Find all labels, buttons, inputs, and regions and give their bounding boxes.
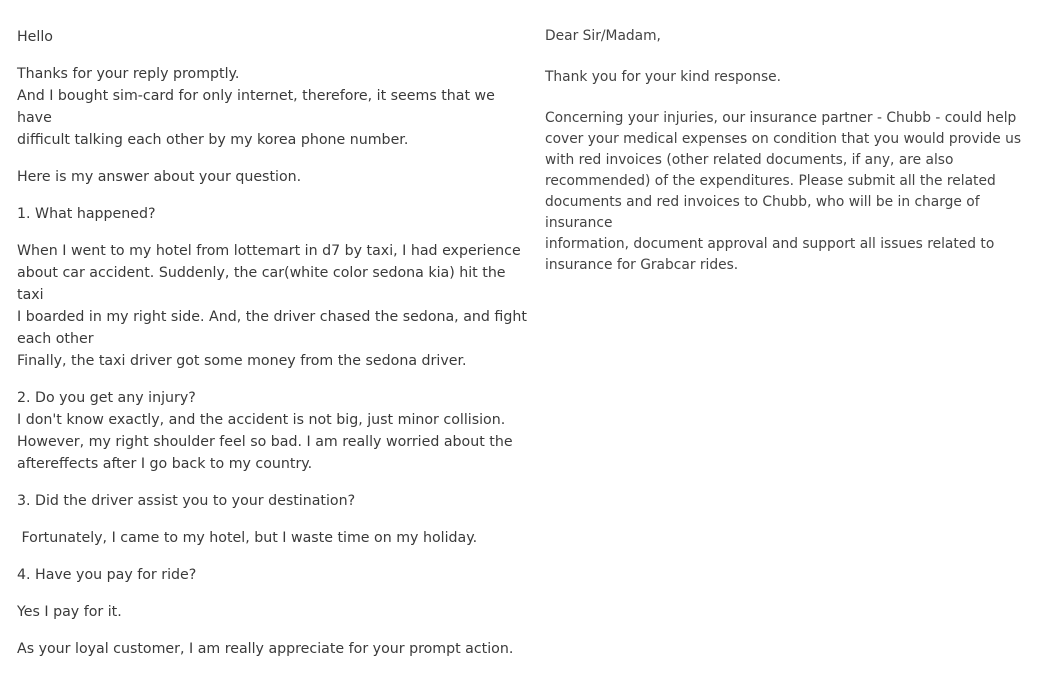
- simcard-line-1: And I bought sim-card for only internet, therefore, it seems that we have: [17, 88, 500, 126]
- thanks-line: Thanks for your reply promptly.: [17, 66, 240, 82]
- answer-1-line-2: about car accident. Suddenly, the car(white color sedona kia) hit the taxi: [17, 265, 511, 303]
- reply-body-line-6: information, document approval and support all issues related to: [545, 236, 995, 252]
- reply-thanks: Thank you for your kind response.: [545, 69, 782, 85]
- reply-body-line-2: cover your medical expenses on condition that you would provide us: [545, 131, 1022, 147]
- reply-body-line-5: documents and red invoices to Chubb, who will be in charge of insurance: [545, 194, 984, 231]
- reply-body-line-1: Concerning your injuries, our insurance partner - Chubb - could help: [545, 110, 1017, 126]
- thanks-paragraph: [17, 63, 529, 151]
- answer-2-line-3: aftereffects after I go back to my country.: [17, 456, 313, 472]
- answer-4: Yes I pay for it.: [17, 604, 122, 620]
- answer-3: Fortunately, I came to my hotel, but I waste time on my holiday.: [17, 530, 478, 546]
- reply-body-line-7: insurance for Grabcar rides.: [545, 257, 739, 273]
- reply-body: [545, 108, 1035, 276]
- answer-1-line-4: each other: [17, 331, 94, 347]
- answer-2-line-2: However, my right shoulder feel so bad. I am really worried about the: [17, 434, 513, 450]
- answer-1: [17, 240, 529, 372]
- reply-body-line-3: with red invoices (other related documents, if any, are also: [545, 152, 954, 168]
- question-3: 3. Did the driver assist you to your destination?: [17, 493, 356, 509]
- question-1: 1. What happened?: [17, 206, 156, 222]
- intro-paragraph: Here is my answer about your question.: [17, 169, 302, 185]
- greeting: Hello: [17, 29, 53, 45]
- answer-1-line-3: I boarded in my right side. And, the driver chased the sedona, and fight: [17, 309, 527, 325]
- salutation: Dear Sir/Madam,: [545, 28, 661, 44]
- question-2: 2. Do you get any injury?: [17, 390, 196, 406]
- answer-2-line-1: I don't know exactly, and the accident is not big, just minor collision.: [17, 412, 506, 428]
- simcard-line-2: difficult talking each other by my korea phone number.: [17, 132, 409, 148]
- question-4: 4. Have you pay for ride?: [17, 567, 197, 583]
- question-2-block: [17, 387, 529, 475]
- answer-1-line-1: When I went to my hotel from lottemart in d7 by taxi, I had experience: [17, 243, 521, 259]
- customer-message: [17, 26, 529, 675]
- support-reply: [545, 26, 1035, 296]
- answer-1-line-5: Finally, the taxi driver got some money from the sedona driver.: [17, 353, 467, 369]
- reply-body-line-4: recommended) of the expenditures. Please submit all the related: [545, 173, 996, 189]
- closing: As your loyal customer, I am really appreciate for your prompt action.: [17, 641, 514, 657]
